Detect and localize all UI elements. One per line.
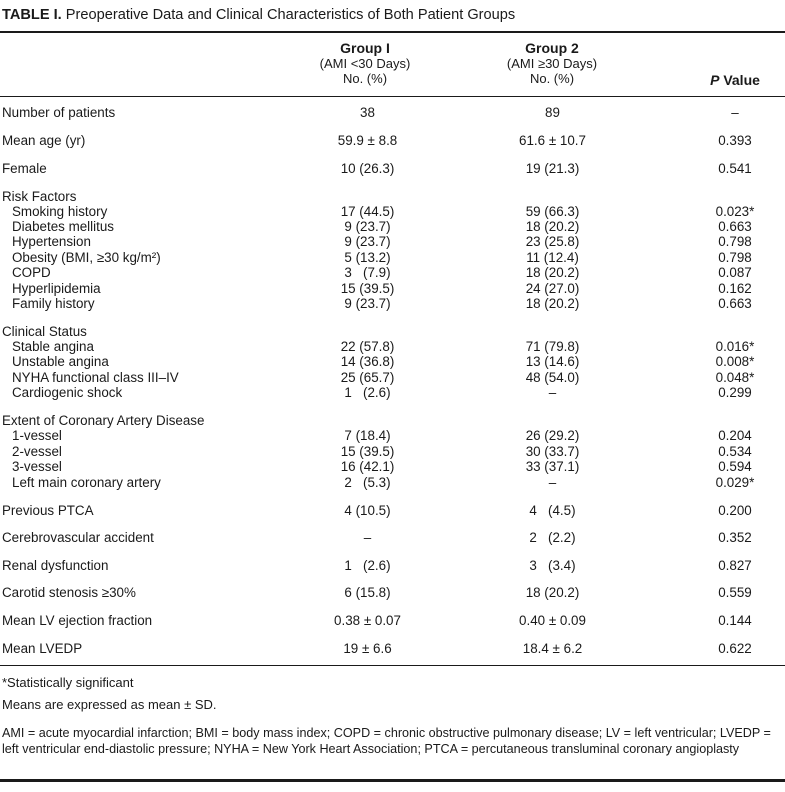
group2-value: 30 (33.7)	[525, 444, 580, 459]
table-row	[0, 413, 785, 429]
p-value: –	[731, 105, 739, 120]
row-label: Mean LVEDP	[2, 641, 83, 656]
table-row	[0, 296, 785, 312]
table-row	[0, 133, 785, 149]
group1-value: 19 ± 6.6	[343, 641, 392, 656]
group1-value: 9 (23.7)	[344, 234, 391, 249]
footnote-abbreviations: AMI = acute myocardial infarction; BMI = body mass index; COPD = chronic obstructive pulmonary disease; LV = left ventricular; LVEDP = left ventricular end-diastolic pressure; NYHA = New York Heart Association; PTCA = percutaneous transluminal coronary angioplasty	[2, 726, 771, 756]
bottom-table-rule	[0, 665, 785, 666]
row-label: Number of patients	[2, 105, 116, 120]
table-row	[0, 585, 785, 601]
table-row	[0, 558, 785, 574]
row-label: Hypertension	[12, 234, 91, 249]
p-value: 0.534	[718, 444, 752, 459]
p-value: 0.798	[718, 250, 752, 265]
table-row	[0, 475, 785, 491]
row-label: Mean LV ejection fraction	[2, 613, 153, 628]
group1-unit: No. (%)	[342, 71, 388, 86]
group2-value: 13 (14.6)	[525, 354, 580, 369]
group1-value: 0.38 ± 0.07	[334, 613, 401, 628]
group1-value: 6 (15.8)	[344, 585, 391, 600]
p-value: 0.827	[718, 558, 752, 573]
group1-header	[300, 41, 430, 86]
table-row	[0, 219, 785, 235]
group1-value: 5 (13.2)	[344, 250, 391, 265]
p-value: 0.352	[718, 530, 752, 545]
group2-value: 18 (20.2)	[525, 219, 580, 234]
table-row	[0, 503, 785, 519]
table-row	[0, 444, 785, 460]
p-value: 0.048*	[715, 370, 755, 385]
group2-header	[487, 41, 617, 86]
group2-value: 89	[545, 105, 560, 120]
group1-value: 9 (23.7)	[344, 296, 391, 311]
table-label: TABLE I.	[2, 7, 62, 23]
group1-value: 15 (39.5)	[340, 281, 395, 296]
group2-value: 0.40 ± 0.09	[519, 613, 586, 628]
group2-value: 59 (66.3)	[525, 204, 580, 219]
footnote-means: Means are expressed as mean ± SD.	[2, 697, 217, 712]
row-label: 2-vessel	[12, 444, 62, 459]
group1-value: 17 (44.5)	[340, 204, 395, 219]
group2-value: 19 (21.3)	[525, 161, 580, 176]
row-label: COPD	[12, 265, 51, 280]
p-value: 0.023*	[715, 204, 755, 219]
group1-value: 7 (18.4)	[344, 428, 391, 443]
group2-value: 18 (20.2)	[525, 265, 580, 280]
p-value: 0.200	[718, 503, 752, 518]
table-row	[0, 161, 785, 177]
row-label: Risk Factors	[2, 189, 77, 204]
row-label: Cardiogenic shock	[12, 385, 123, 400]
row-label: Smoking history	[12, 204, 108, 219]
p-value: 0.622	[718, 641, 752, 656]
group2-value: 4 (4.5)	[529, 503, 576, 518]
table-row	[0, 339, 785, 355]
group2-value: 33 (37.1)	[525, 459, 580, 474]
group2-value: 3 (3.4)	[529, 558, 576, 573]
row-label: Left main coronary artery	[12, 475, 161, 490]
group1-value: 1 (2.6)	[344, 385, 391, 400]
p-value: 0.798	[718, 234, 752, 249]
row-label: Clinical Status	[2, 324, 87, 339]
group2-value: –	[548, 385, 557, 400]
group1-name: Group I	[340, 40, 390, 56]
row-label: Carotid stenosis ≥30%	[2, 585, 136, 600]
row-label: Obesity (BMI, ≥30 kg/m²)	[12, 250, 161, 265]
group2-name: Group 2	[525, 40, 579, 56]
table-row	[0, 370, 785, 386]
row-label: Hyperlipidemia	[12, 281, 101, 296]
p-value: 0.663	[718, 296, 752, 311]
group2-sub: (AMI ≥30 Days)	[506, 56, 598, 71]
row-label: Unstable angina	[12, 354, 109, 369]
pvalue-header-italic: P	[710, 72, 720, 88]
group1-value: 3 (7.9)	[344, 265, 391, 280]
group1-value: 1 (2.6)	[344, 558, 391, 573]
row-label: Family history	[12, 296, 95, 311]
group2-value: 48 (54.0)	[525, 370, 580, 385]
p-value: 0.087	[718, 265, 752, 280]
group2-value: 18 (20.2)	[525, 585, 580, 600]
row-label: Renal dysfunction	[2, 558, 109, 573]
table-row	[0, 459, 785, 475]
group2-value: 2 (2.2)	[529, 530, 576, 545]
pvalue-header	[690, 72, 780, 88]
table-row	[0, 428, 785, 444]
table-row	[0, 324, 785, 340]
row-label: Extent of Coronary Artery Disease	[2, 413, 205, 428]
footnote-significance: *Statistically significant	[2, 675, 134, 690]
group2-value: 24 (27.0)	[525, 281, 580, 296]
group2-value: 11 (12.4)	[526, 250, 579, 265]
row-label: Stable angina	[12, 339, 94, 354]
p-value: 0.559	[718, 585, 752, 600]
p-value: 0.144	[718, 613, 752, 628]
p-value: 0.162	[718, 281, 752, 296]
row-label: Mean age (yr)	[2, 133, 86, 148]
table-row	[0, 281, 785, 297]
table-row	[0, 204, 785, 220]
row-label: 1-vessel	[12, 428, 62, 443]
group1-value: 22 (57.8)	[340, 339, 395, 354]
group2-value: 61.6 ± 10.7	[519, 133, 586, 148]
row-label: NYHA functional class III–IV	[12, 370, 179, 385]
group1-value: 25 (65.7)	[340, 370, 395, 385]
bottom-rule	[0, 779, 785, 782]
table-title: Preoperative Data and Clinical Characteristics of Both Patient Groups	[65, 7, 516, 23]
p-value: 0.008*	[715, 354, 755, 369]
p-value: 0.393	[718, 133, 752, 148]
table-row	[0, 530, 785, 546]
table-row	[0, 385, 785, 401]
p-value: 0.029*	[715, 475, 755, 490]
p-value: 0.541	[718, 161, 752, 176]
table-row	[0, 641, 785, 657]
group2-unit: No. (%)	[529, 71, 575, 86]
group1-value: 15 (39.5)	[340, 444, 395, 459]
table-row	[0, 189, 785, 205]
row-label: Female	[2, 161, 47, 176]
pvalue-header-rest: Value	[719, 72, 760, 88]
group1-value: 4 (10.5)	[344, 503, 391, 518]
group2-value: 71 (79.8)	[525, 339, 580, 354]
p-value: 0.299	[718, 385, 752, 400]
header-rule	[0, 96, 785, 97]
row-label: Cerebrovascular accident	[2, 530, 154, 545]
p-value: 0.016*	[715, 339, 755, 354]
p-value: 0.663	[718, 219, 752, 234]
group1-sub: (AMI <30 Days)	[319, 56, 411, 71]
group2-value: 18.4 ± 6.2	[522, 641, 583, 656]
p-value: 0.204	[718, 428, 752, 443]
group1-value: 10 (26.3)	[340, 161, 395, 176]
group1-value: 38	[360, 105, 375, 120]
top-rule	[0, 31, 785, 33]
p-value: 0.594	[718, 459, 752, 474]
group2-value: 18 (20.2)	[525, 296, 580, 311]
group1-value: 9 (23.7)	[344, 219, 391, 234]
group2-value: –	[548, 475, 557, 490]
group1-value: 14 (36.8)	[340, 354, 395, 369]
row-label: Diabetes mellitus	[12, 219, 114, 234]
table-row	[0, 265, 785, 281]
row-label: 3-vessel	[12, 459, 62, 474]
table-caption	[2, 7, 515, 23]
group1-value: 59.9 ± 8.8	[337, 133, 398, 148]
group1-value: 16 (42.1)	[340, 459, 395, 474]
table-row	[0, 234, 785, 250]
group2-value: 23 (25.8)	[525, 234, 580, 249]
group2-value: 26 (29.2)	[525, 428, 580, 443]
table-row	[0, 105, 785, 121]
group1-value: 2 (5.3)	[344, 475, 391, 490]
table-row	[0, 354, 785, 370]
row-label: Previous PTCA	[2, 503, 94, 518]
table-row	[0, 613, 785, 629]
group1-value: –	[363, 530, 372, 545]
table-row	[0, 250, 785, 266]
